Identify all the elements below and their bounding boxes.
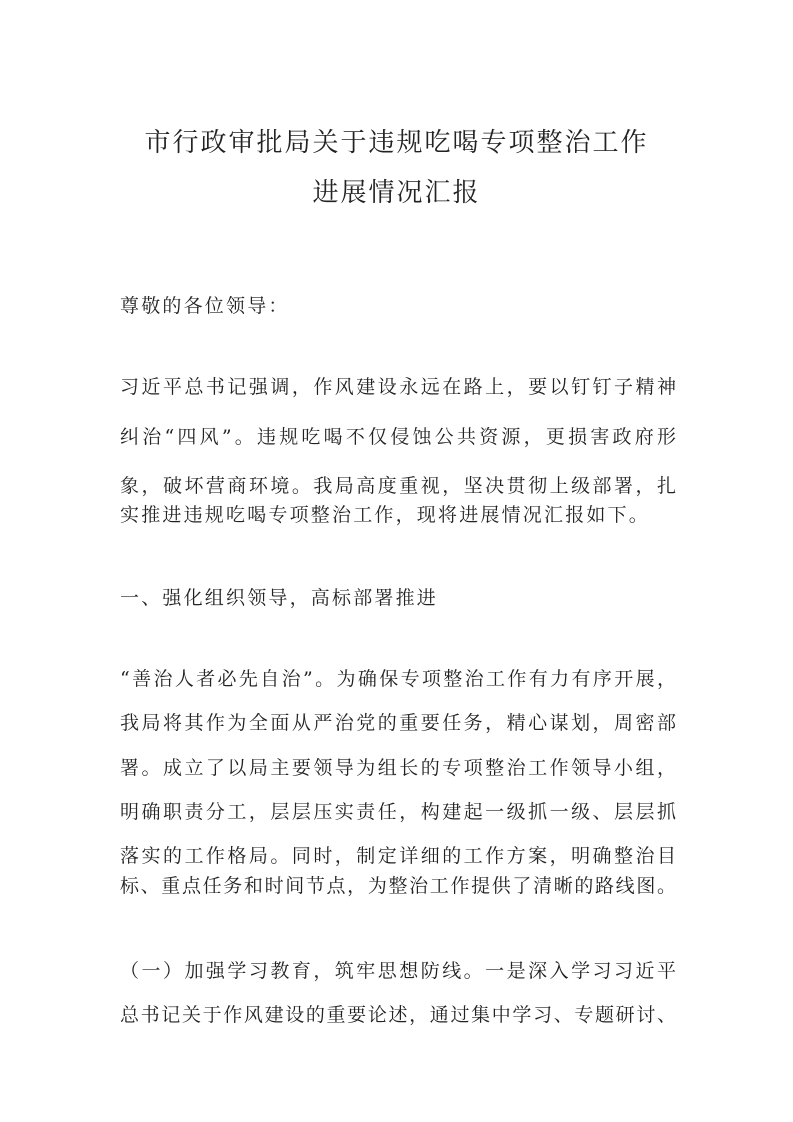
subsection-1-line-2: 总书记关于作风建设的重要论述，通过集中学习、专题研讨、 [120, 1004, 676, 1026]
subsection-1-line-1: （一）加强学习教育，筑牢思想防线。一是深入学习习近平 [120, 960, 676, 982]
section-1-line-4: 明确职责分工，层层压实责任，构建起一级抓一级、层层抓 [120, 801, 676, 823]
document-title-line-2: 进展情况汇报 [312, 178, 481, 208]
section-1-line-6: 标、重点任务和时间节点，为整治工作提供了清晰的路线图。 [120, 875, 676, 897]
salutation: 尊敬的各位领导： [120, 295, 290, 317]
intro-line-4: 实推进违规吃喝专项整治工作，现将进展情况汇报如下。 [120, 504, 651, 526]
document-title-line-1: 市行政审批局关于违规吃喝专项整治工作 [144, 128, 649, 158]
intro-line-1: 习近平总书记强调，作风建设永远在路上，要以钉钉子精神 [120, 376, 676, 398]
section-1-line-1: “善治人者必先自治”。为确保专项整治工作有力有序开展， [120, 668, 676, 690]
intro-line-2: 纠治“四风”。违规吃喝不仅侵蚀公共资源，更损害政府形 [120, 426, 676, 448]
section-1-line-5: 落实的工作格局。同时，制定详细的工作方案，明确整治目 [120, 845, 676, 867]
section-1-line-2: 我局将其作为全面从严治党的重要任务，精心谋划，周密部 [120, 712, 676, 734]
intro-line-3: 象，破坏营商环境。我局高度重视，坚决贯彻上级部署，扎 [120, 475, 676, 497]
section-1-line-3: 署。成立了以局主要领导为组长的专项整治工作领导小组， [120, 757, 676, 779]
section-1-heading: 一、强化组织领导，高标部署推进 [120, 587, 439, 609]
